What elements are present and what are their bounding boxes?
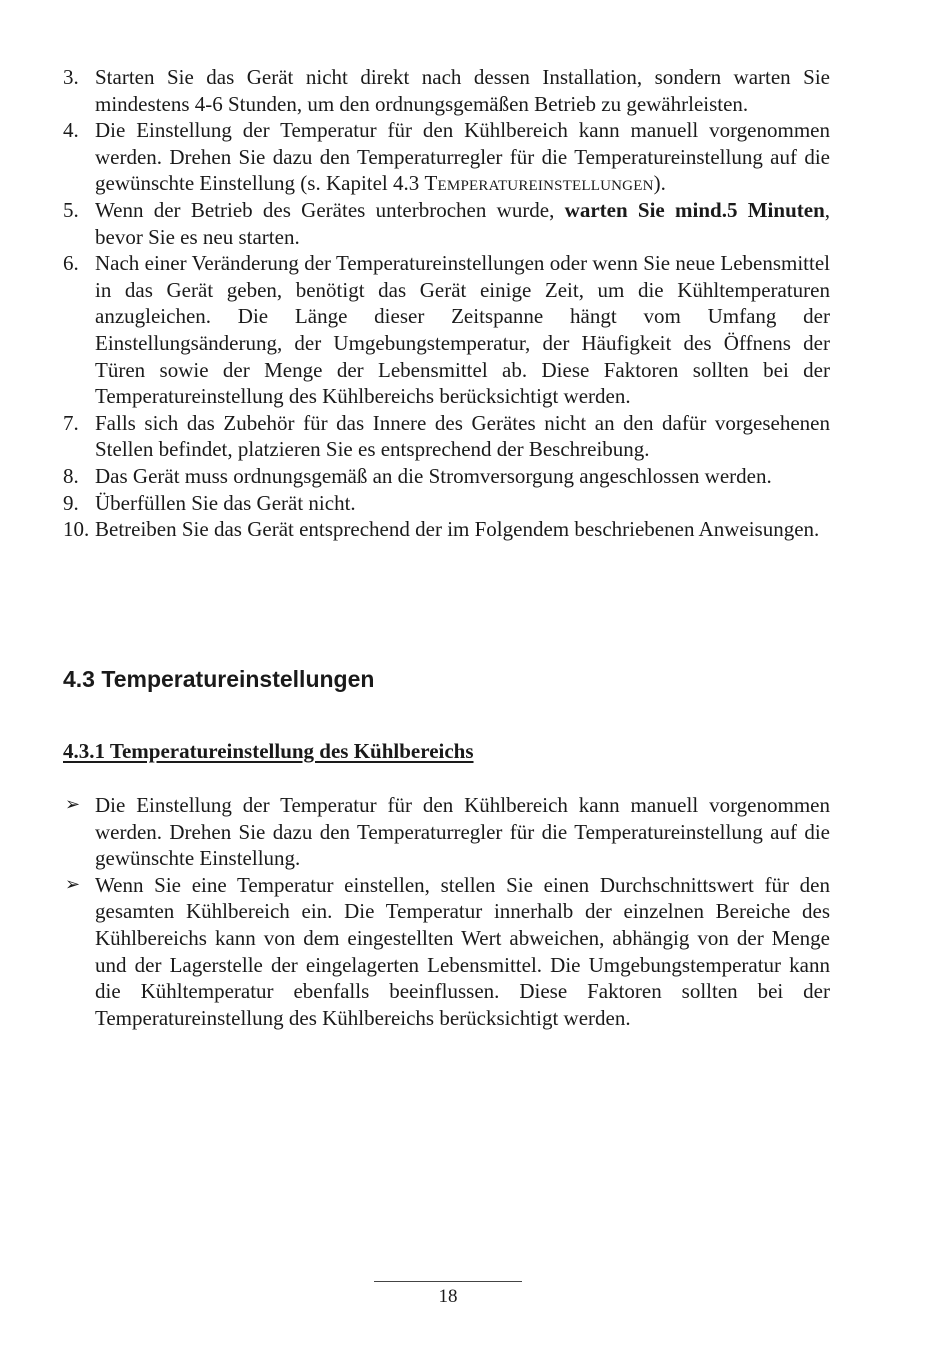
subsection-heading: 4.3.1 Temperatureinstellung des Kühlbereichs [63, 739, 474, 763]
list-item-text: Nach einer Veränderung der Temperatureinstellungen oder wenn Sie neue Lebensmittel in das Gerät geben, benötigt das Gerät einige Zeit, um die Kühltemperaturen anzugleichen. Die Länge dieser Zeitspanne hängt vom Umfang der Einstellungsänderung, der Umgebungstemperatur, der Häufigkeit des Öffnens der Türen sowie der Menge der Lebensmittel ab. Diese Faktoren sollten bei der Temperatureinstellung des Kühlbereichs berücksichtigt werden. [95, 251, 830, 409]
list-item-text: Betreiben Sie das Gerät entsprechend der im Folgendem beschriebenen Anweisungen. [95, 517, 820, 542]
chapter-reference: Temperatureinstellungen [424, 171, 654, 196]
list-item-number: 4. [63, 118, 79, 143]
list-item-text: Starten Sie das Gerät nicht direkt nach dessen Installation, sondern warten Sie mindestens 4-6 Stunden, um den ordnungsgemäßen Betrieb zu gewährleisten. [95, 65, 830, 116]
list-item [63, 64, 830, 117]
list-item-text: Überfüllen Sie das Gerät nicht. [95, 490, 356, 515]
section-heading: 4.3 Temperatureinstellungen [63, 666, 375, 692]
list-item [63, 516, 830, 543]
list-item-number: 3. [63, 65, 79, 89]
list-item-number: 8. [63, 463, 79, 488]
page-number: 18 [438, 1286, 458, 1307]
footer-divider [374, 1281, 522, 1282]
list-item [63, 250, 830, 410]
list-item [63, 410, 830, 463]
arrow-bullet-icon: ➢ [65, 873, 81, 895]
list-item [63, 872, 830, 1032]
list-item-text: Das Gerät muss ordnungsgemäß an die Stromversorgung angeschlossen werden. [95, 463, 772, 488]
list-item-number: 6. [63, 251, 79, 276]
list-item-text: Wenn Sie eine Temperatur einstellen, stellen Sie einen Durchschnittswert für den gesamten Kühlbereich ein. Die Temperatur innerhalb der einzelnen Bereiche des Kühlbereichs kann von dem eingestellten Wert abweichen, abhängig von der Menge und der Lagerstelle der eingelagerten Lebensmittel. Die Umgebungstemperatur kann die Kühltemperatur ebenfalls beeinflussen. Diese Faktoren sollten bei der Temperatureinstellung des Kühlbereichs berücksichtigt werden. [95, 872, 830, 1030]
list-item [63, 117, 830, 197]
emphasis-text: warten Sie mind.5 Minuten [564, 197, 825, 222]
instruction-steps-list [63, 64, 830, 543]
list-item-number: 10. [63, 517, 90, 542]
list-item [63, 197, 830, 250]
list-item-text: Falls sich das Zubehör für das Innere des Gerätes nicht an den dafür vorgesehenen Stellen befindet, platzieren Sie es entsprechend der Beschreibung. [95, 410, 830, 462]
arrow-bullet-icon: ➢ [65, 794, 81, 815]
list-item-text: Wenn der Betrieb des Gerätes unterbrochen wurde, [95, 197, 565, 222]
list-item [63, 792, 830, 872]
list-item [63, 490, 830, 517]
list-item-number: 5. [63, 197, 79, 222]
list-item-text-end: , bevor Sie es neu starten. [95, 197, 830, 249]
list-item-number: 7. [63, 410, 79, 435]
list-item-text: Die Einstellung der Temperatur für den Kühlbereich kann manuell vorgenommen werden. Drehen Sie dazu den Temperaturregler für die Temperatureinstellung auf die gewünschte Einstellung (s. Kapitel 4.3 [95, 118, 830, 196]
list-item [63, 463, 830, 490]
list-item-text-end: ). [653, 171, 666, 196]
notes-bullet-list [63, 792, 830, 1031]
list-item-text: Die Einstellung der Temperatur für den Kühlbereich kann manuell vorgenommen werden. Drehen Sie dazu den Temperaturregler für die Temperatureinstellung auf die gewünschte Einstellung. [95, 793, 830, 871]
list-item-number: 9. [63, 490, 79, 515]
